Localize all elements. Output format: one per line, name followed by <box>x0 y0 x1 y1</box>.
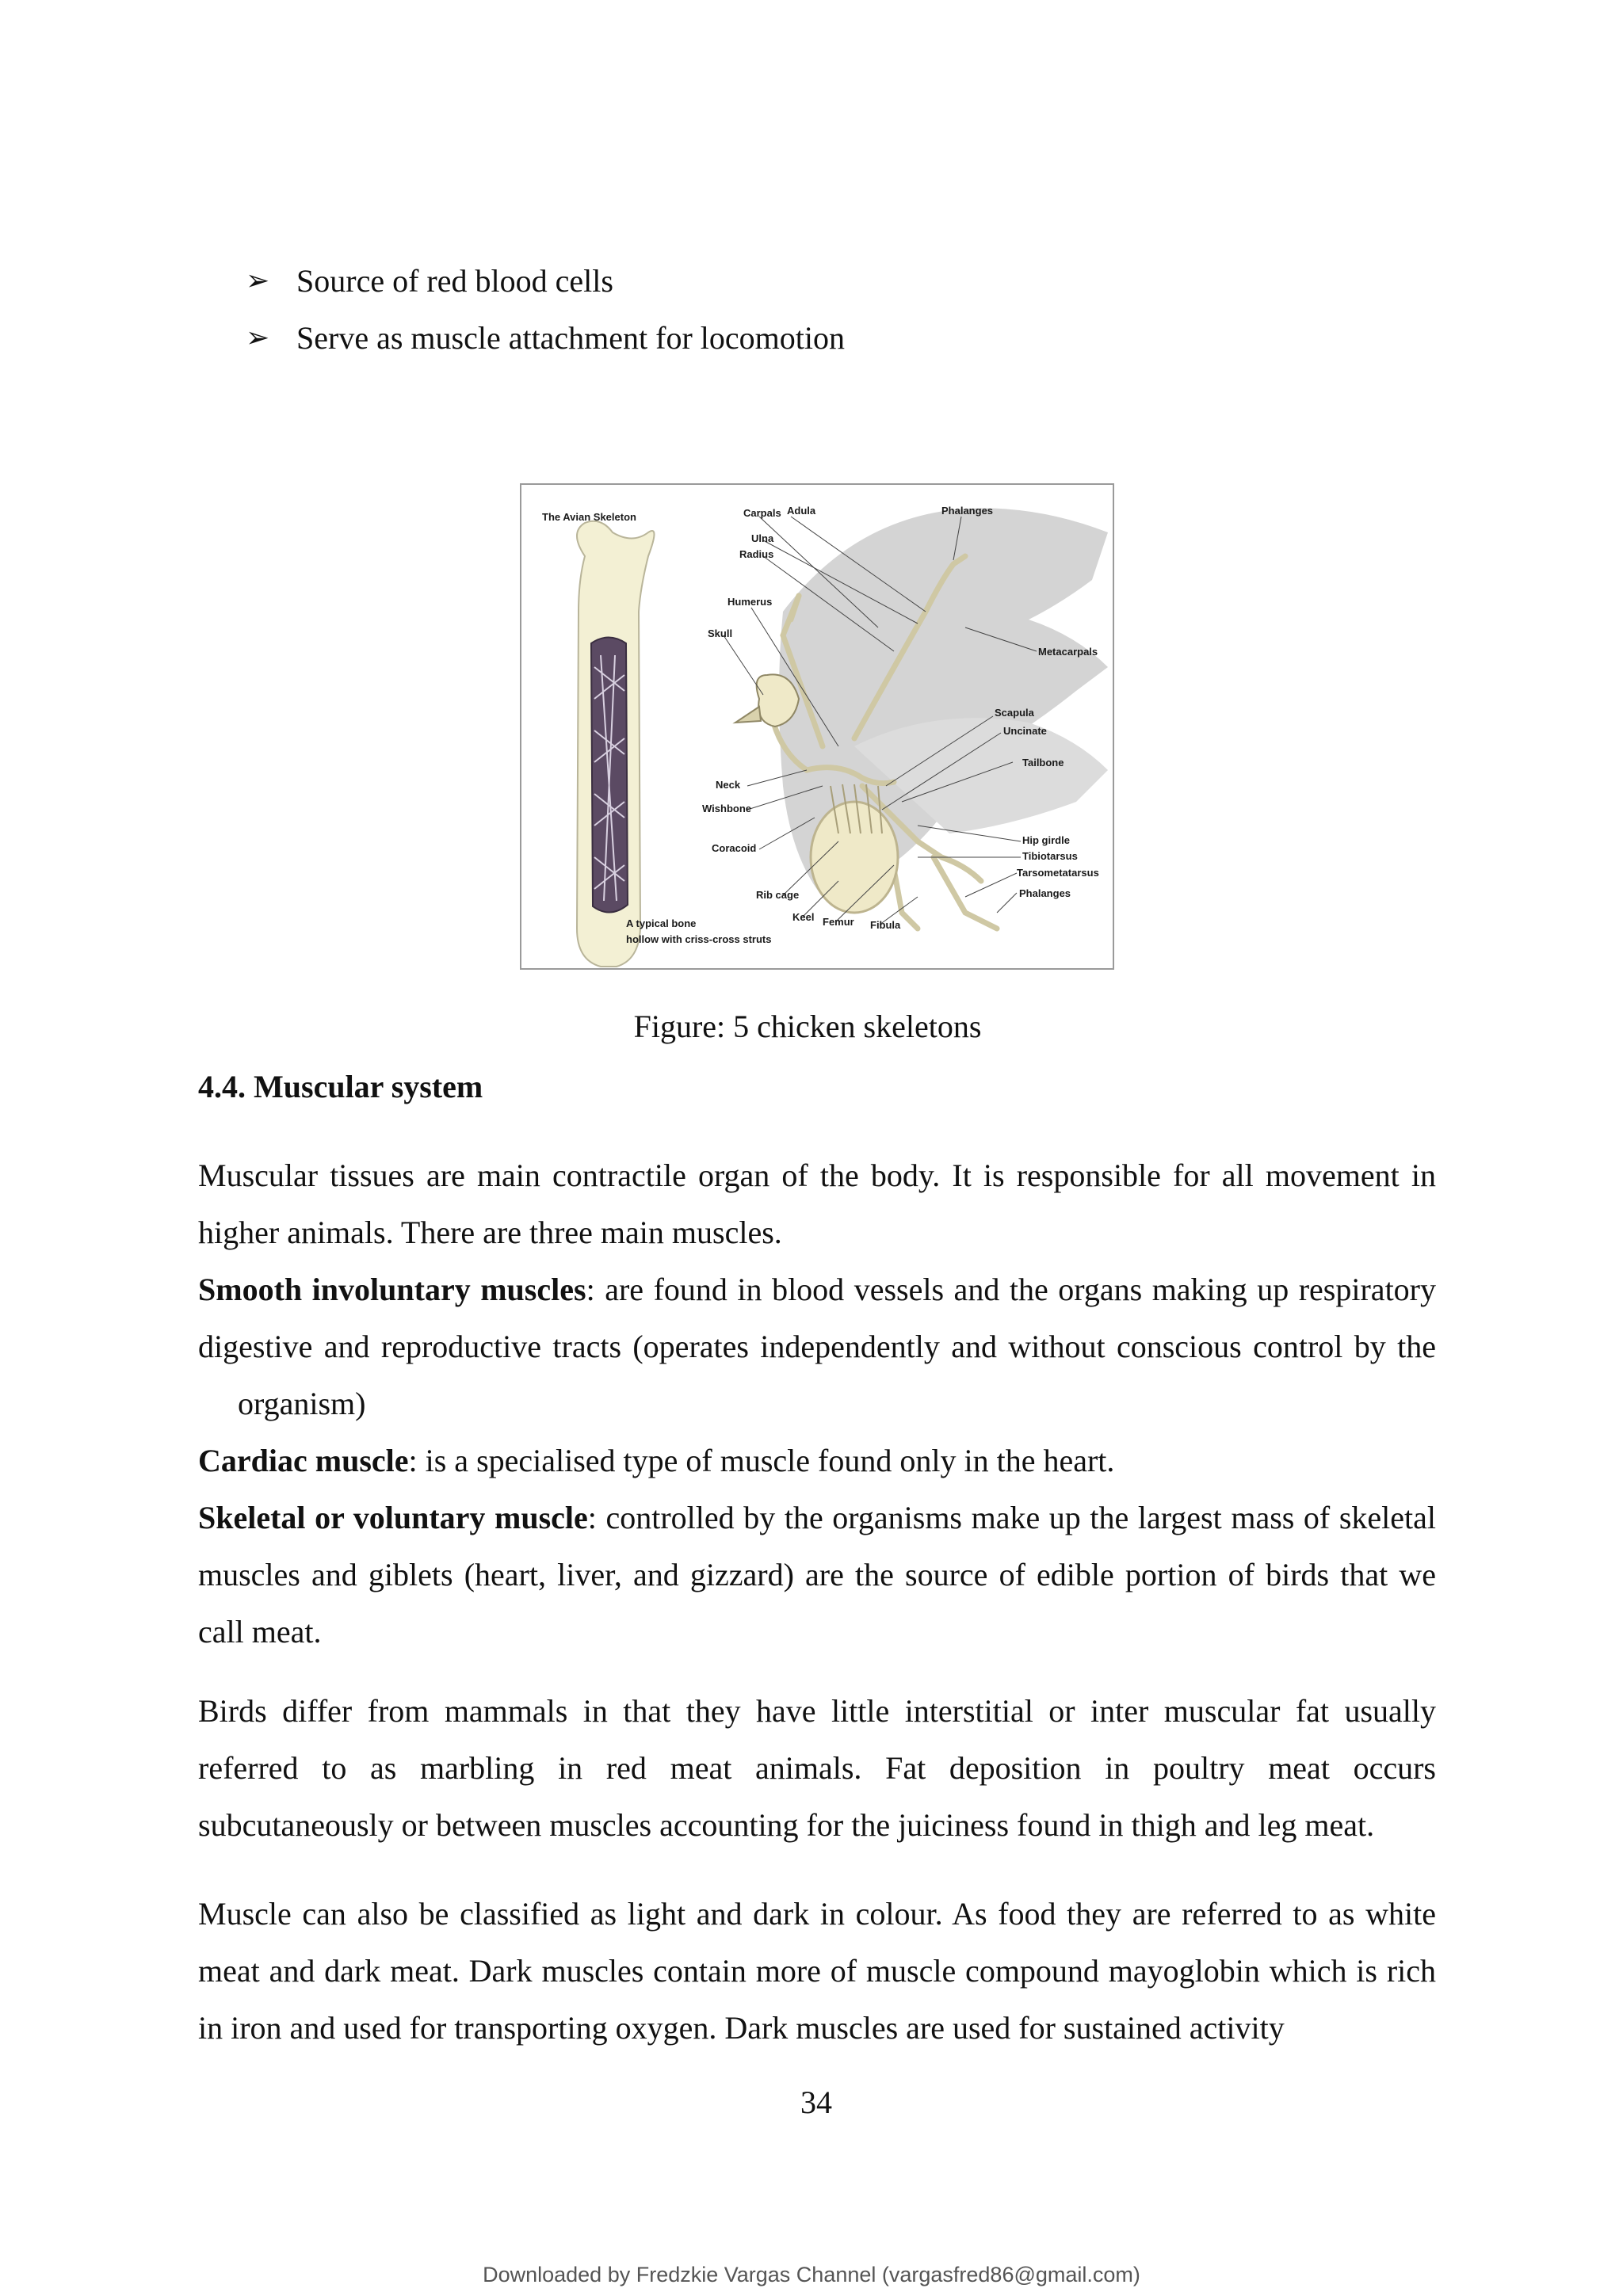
term-skeletal: Skeletal or voluntary muscle <box>198 1500 588 1535</box>
label-ulna: Ulna <box>751 532 774 544</box>
paragraph-intro: Muscular tissues are main contractile organ of the body. It is responsible for all movement in higher animals. There are three main muscles. <box>198 1158 1436 1250</box>
label-coracoid: Coracoid <box>712 842 757 854</box>
label-rib-cage: Rib cage <box>756 889 800 901</box>
label-phalanges-top: Phalanges <box>941 505 994 517</box>
figure-caption: Figure: 5 chicken skeletons <box>633 1009 982 1044</box>
avian-skeleton-illustration <box>521 485 1113 968</box>
download-footer: Downloaded by Fredzkie Vargas Channel (vargasfred86@gmail.com) <box>483 2263 1140 2286</box>
bullet-item <box>246 252 845 309</box>
label-skull: Skull <box>708 627 733 639</box>
label-hip-girdle: Hip girdle <box>1022 834 1070 846</box>
label-femur: Femur <box>823 916 854 928</box>
label-adula: Adula <box>787 505 816 517</box>
bullet-item <box>246 309 845 366</box>
label-tailbone: Tailbone <box>1022 757 1064 769</box>
bullet-text: Serve as muscle attachment for locomotion <box>296 319 846 356</box>
label-bone-note-2: hollow with criss-cross struts <box>626 933 772 945</box>
label-phalanges-bottom: Phalanges <box>1019 887 1071 899</box>
bullet-list <box>246 252 845 366</box>
paragraph-colour: Muscle can also be classified as light and dark in colour. As food they are referred to as white meat and dark meat. Dark muscles contain more of muscle compound mayoglobin which is rich in iron and used for transporting oxygen. Dark muscles are used for sustained activity <box>198 1896 1436 2046</box>
paragraph-skeletal: Skeletal or voluntary muscle: controlled by the organisms make up the largest mass of skeletal muscles and giblets (heart, liver, and gizzard) are the source of edible portion of birds that we call meat. <box>198 1500 1436 1650</box>
label-tibiotarsus: Tibiotarsus <box>1022 850 1078 862</box>
label-wishbone: Wishbone <box>702 803 751 814</box>
label-tarsometatarsus: Tarsometatarsus <box>1017 867 1099 879</box>
label-carpals: Carpals <box>743 507 781 519</box>
label-radius: Radius <box>739 548 774 560</box>
label-uncinate: Uncinate <box>1003 725 1047 737</box>
paragraph-cardiac: Cardiac muscle: is a specialised type of muscle found only in the heart. <box>198 1443 1115 1478</box>
label-scapula: Scapula <box>995 707 1034 719</box>
paragraph-birds: Birds differ from mammals in that they have little interstitial or inter muscular fat usually referred to as marbling in red meat animals. Fat deposition in poultry meat occurs subcutaneously or between muscles accounting for the juiciness found in thigh and leg meat. <box>198 1693 1436 1843</box>
section-heading: 4.4. Muscular system <box>198 1069 483 1104</box>
page-number: 34 <box>800 2084 832 2120</box>
paragraph-smooth: Smooth involuntary muscles: are found in blood vessels and the organs making up respiratory digestive and reproductive tracts (operates independently and without conscious control by the organism) <box>198 1272 1436 1421</box>
label-metacarpals: Metacarpals <box>1038 646 1098 658</box>
arrow-bullet-icon: ➢ <box>246 264 270 297</box>
label-neck: Neck <box>716 779 741 791</box>
term-smooth: Smooth involuntary muscles <box>198 1272 586 1307</box>
figure-title: The Avian Skeleton <box>542 511 636 523</box>
label-bone-note-1: A typical bone <box>626 917 697 929</box>
avian-skeleton-figure <box>520 483 1114 970</box>
label-keel: Keel <box>792 911 815 923</box>
beak-shape <box>735 707 761 723</box>
arrow-bullet-icon: ➢ <box>246 321 270 354</box>
label-humerus: Humerus <box>727 596 773 608</box>
label-fibula: Fibula <box>870 919 901 931</box>
term-cardiac: Cardiac muscle <box>198 1443 409 1478</box>
bullet-text: Source of red blood cells <box>296 262 613 299</box>
paragraph-muscle-types <box>198 1147 1436 1661</box>
